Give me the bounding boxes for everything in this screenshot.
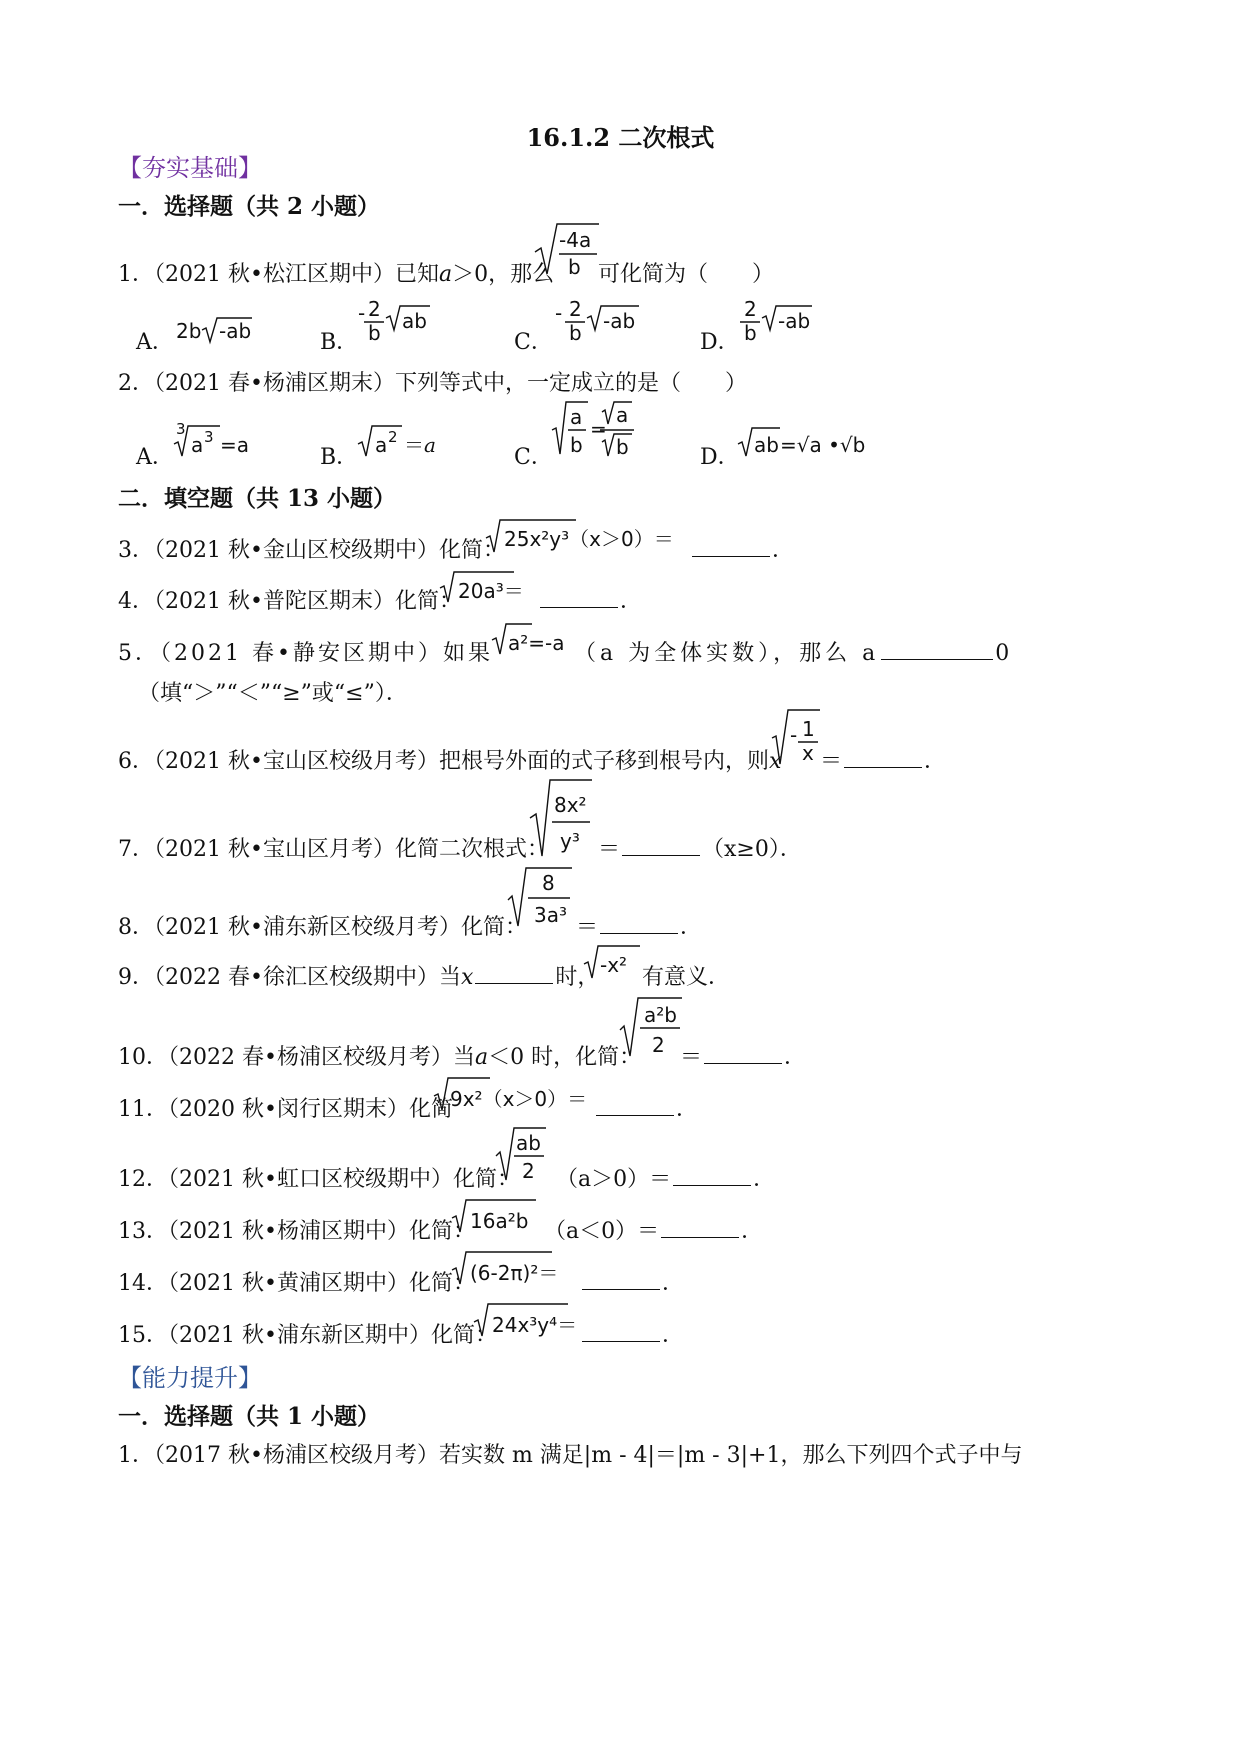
answer-blank-q6[interactable]: ＝ ． (820, 749, 947, 774)
option-2c-math (552, 400, 652, 462)
svg-text:b: b (744, 321, 757, 345)
svg-text:=√a •√b: =√a •√b (780, 433, 866, 457)
svg-text:-: - (358, 301, 366, 325)
radical-q14 (452, 1248, 582, 1288)
option-1b-math (358, 298, 438, 348)
svg-text:a: a (570, 405, 583, 429)
radical-q3 (486, 514, 696, 554)
answer-blank-q11[interactable]: ． (594, 1092, 698, 1123)
question-advanced-1: 1．（2017 秋•杨浦区校级月考）若实数 m 满足|m - 4|＝|m - 3|+1，那么下列四个式子中与 (118, 1443, 1023, 1468)
svg-text:2: 2 (652, 1033, 665, 1057)
svg-text:8x²: 8x² (554, 793, 587, 817)
svg-text:8: 8 (542, 871, 555, 895)
question-3: 3．（2021 秋•金山区校级期中）化简： (118, 538, 505, 563)
svg-text:-: - (790, 723, 798, 747)
svg-text:(6-2π)²＝: (6-2π)²＝ (470, 1261, 559, 1285)
svg-text:3: 3 (204, 428, 214, 446)
answer-blank-q14[interactable]: ． (580, 1266, 684, 1297)
answer-blank-q4[interactable]: ． (538, 584, 642, 615)
svg-text:＝: ＝ (404, 433, 424, 457)
radical-q11 (434, 1074, 594, 1114)
svg-text:-ab: -ab (219, 319, 252, 343)
svg-text:1: 1 (802, 717, 815, 741)
question-13: 13．（2021 秋•杨浦区期中）化简： (118, 1219, 475, 1244)
option-1d-label: D． (700, 330, 740, 355)
question-15: 15．（2021 秋•浦东新区期中）化简： (118, 1323, 497, 1348)
radical-q12 (496, 1126, 556, 1186)
question-5-mid: （a 为全体实数），那么 a 0 (574, 641, 1014, 666)
answer-blank-q12[interactable]: （a＞0）＝ ． (556, 1167, 776, 1192)
question-12: 12．（2021 秋•虹口区校级期中）化简： (118, 1167, 519, 1192)
option-1d-math (740, 298, 830, 348)
svg-text:b: b (568, 255, 581, 279)
svg-text:b: b (616, 435, 629, 459)
question-5-line2: （填“＞”“＜”“≥”或“≤”）． (138, 681, 408, 706)
svg-text:ab: ab (402, 309, 427, 333)
svg-text:-x²: -x² (600, 953, 628, 977)
option-1b-label: B． (320, 330, 359, 355)
svg-text:2: 2 (744, 297, 757, 321)
option-2d-math (738, 420, 878, 460)
option-2b-math (358, 420, 448, 460)
question-7: 7．（2021 秋•宝山区月考）化简二次根式： (118, 837, 549, 862)
section-tag-basic: 【夯实基础】 (118, 154, 262, 182)
question-1: 1．（2021 秋•松江区期中）已知a＞0，那么 (118, 262, 555, 287)
question-9-tail: 有意义． (642, 965, 731, 990)
question-11: 11．（2020 秋•闵行区期末）化简 (118, 1097, 453, 1122)
svg-text:a: a (375, 433, 388, 457)
question-8: 8．（2021 秋•浦东新区校级月考）化简： (118, 915, 527, 940)
svg-text:16a²b: 16a²b (470, 1209, 529, 1233)
svg-text:3: 3 (176, 420, 186, 438)
option-1a-label: A． (136, 330, 174, 355)
svg-text:b: b (569, 321, 582, 345)
option-1c-label: C． (514, 330, 553, 355)
svg-text:-ab: -ab (778, 309, 811, 333)
svg-text:24x³y⁴＝: 24x³y⁴＝ (492, 1313, 578, 1337)
option-2c-label: C． (514, 445, 553, 470)
part-heading-choice-advanced: 一．选择题（共 1 小题） (118, 1403, 381, 1430)
svg-text:3a³: 3a³ (534, 903, 567, 927)
question-4: 4．（2021 秋•普陀区期末）化简： (118, 589, 461, 614)
svg-text:b: b (570, 433, 583, 457)
question-1-tail: 可化简为（ ） (598, 262, 775, 287)
radical-q4 (440, 566, 550, 606)
svg-text:2: 2 (368, 297, 381, 321)
svg-text:x: x (802, 741, 814, 765)
svg-text:a: a (424, 433, 436, 457)
svg-text:-: - (555, 301, 563, 325)
svg-text:y³: y³ (560, 829, 580, 853)
part-heading-fill: 二．填空题（共 13 小题） (118, 485, 397, 512)
option-2a-label: A． (136, 445, 174, 470)
svg-text:ab: ab (754, 433, 779, 457)
answer-blank-q15[interactable]: ． (580, 1318, 684, 1349)
option-1a-math (176, 316, 256, 346)
svg-text:25x²y³（x＞0）＝: 25x²y³（x＞0）＝ (504, 527, 674, 551)
question-5: 5．（2021 春•静安区期中）如果 (118, 641, 493, 666)
option-1c-math (555, 298, 645, 348)
svg-text:2b: 2b (176, 319, 202, 343)
question-14: 14．（2021 秋•黄浦区期中）化简： (118, 1271, 475, 1296)
svg-text:=: = (590, 417, 607, 441)
radical-q13 (452, 1196, 542, 1236)
option-2b-label: B． (320, 445, 359, 470)
radical-q1 (535, 222, 605, 282)
svg-text:ab: ab (516, 1131, 541, 1155)
question-6: 6．（2021 秋•宝山区校级月考）把根号外面的式子移到根号内，则x (118, 749, 782, 774)
part-heading-choice: 一．选择题（共 2 小题） (118, 193, 381, 220)
question-10: 10．（2022 春•杨浦区校级月考）当a＜0 时，化简： (118, 1045, 642, 1070)
svg-text:20a³＝: 20a³＝ (458, 579, 524, 603)
svg-text:2: 2 (388, 428, 398, 446)
answer-blank-q10[interactable]: ＝ ． (680, 1045, 807, 1070)
svg-text:a²b: a²b (644, 1003, 677, 1027)
svg-text:a: a (616, 403, 629, 427)
svg-text:2: 2 (522, 1159, 535, 1183)
answer-blank-q7[interactable]: ＝ （x≥0）． (598, 837, 802, 862)
option-2a-math (174, 420, 254, 460)
svg-text:a²=-a: a²=-a (508, 631, 565, 655)
question-2: 2．（2021 春•杨浦区期末）下列等式中，一定成立的是（ ） (118, 371, 747, 396)
svg-text:-ab: -ab (603, 309, 636, 333)
question-9: 9．（2022 春•徐汇区校级期中）当x 时， (118, 965, 600, 990)
svg-text:b: b (368, 321, 381, 345)
answer-blank-q3[interactable]: ． (690, 533, 794, 564)
svg-text:=a: =a (220, 433, 250, 457)
svg-text:9x²（x＞0）＝: 9x²（x＞0）＝ (450, 1087, 588, 1111)
answer-blank-q13[interactable]: （a＜0）＝ ． (544, 1219, 764, 1244)
option-2d-label: D． (700, 445, 740, 470)
svg-text:a: a (191, 433, 204, 457)
radical-q9 (584, 942, 644, 982)
radical-q15 (474, 1300, 584, 1340)
page-title: 16.1.2 二次根式 (526, 123, 715, 152)
svg-text:2: 2 (569, 297, 582, 321)
svg-text:-4a: -4a (559, 228, 592, 252)
section-tag-advanced: 【能力提升】 (118, 1364, 262, 1392)
answer-blank-q8[interactable]: ＝ ． (576, 915, 703, 940)
